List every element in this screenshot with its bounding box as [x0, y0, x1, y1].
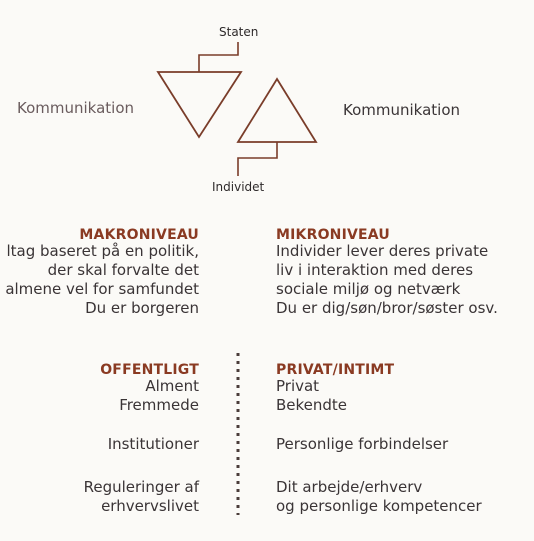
makroniveau-text [5, 242, 199, 318]
privat-group-3 [276, 478, 482, 516]
offentligt-item: erhvervslivet [101, 497, 199, 515]
makroniveau-line: Du er borgeren [85, 299, 199, 317]
up-triangle [238, 79, 316, 142]
privat-group-2 [276, 435, 448, 454]
individet-label: Individet [212, 180, 265, 194]
mikroniveau-line: Du er dig/søn/bror/søster osv. [276, 299, 498, 317]
privat-group-1 [276, 377, 347, 415]
mikroniveau-heading: MIKRONIVEAU [276, 227, 390, 243]
offentligt-item: Alment [145, 377, 199, 395]
staten-connector [199, 42, 238, 72]
staten-label: Staten [219, 25, 259, 39]
makroniveau-line: der skal forvalte det [47, 261, 199, 279]
mikroniveau-line: Individer lever deres private [276, 242, 489, 260]
mikroniveau-line: liv i interaktion med deres [276, 261, 474, 279]
kommunikation-left-label: Kommunikation [17, 99, 135, 117]
privat-item: Privat [276, 377, 320, 395]
offentligt-item: Fremmede [119, 396, 199, 414]
offentligt-heading: OFFENTLIGT [100, 362, 199, 378]
privat-item: Bekendte [276, 396, 348, 414]
privat-item: og personlige kompetencer [276, 497, 482, 515]
mikroniveau-line: sociale miljø og netværk [276, 280, 461, 298]
makroniveau-heading: MAKRONIVEAU [79, 227, 199, 243]
makroniveau-line: almene vel for samfundet [5, 280, 199, 298]
privat-intimt-heading: PRIVAT/INTIMT [276, 362, 395, 378]
privat-item: Dit arbejde/erhverv [276, 478, 423, 496]
makroniveau-line: ltag baseret på en politik, [6, 242, 199, 260]
offentligt-group-1 [119, 377, 199, 415]
offentligt-group-2 [108, 435, 199, 454]
individet-connector [238, 142, 277, 176]
mikroniveau-text [276, 242, 498, 318]
offentligt-item: Institutioner [107, 435, 199, 453]
privat-item: Personlige forbindelser [276, 435, 449, 453]
kommunikation-right-label: Kommunikation [343, 101, 461, 119]
offentligt-item: Reguleringer af [83, 478, 199, 496]
down-triangle [158, 72, 241, 137]
offentligt-group-3 [84, 478, 199, 516]
